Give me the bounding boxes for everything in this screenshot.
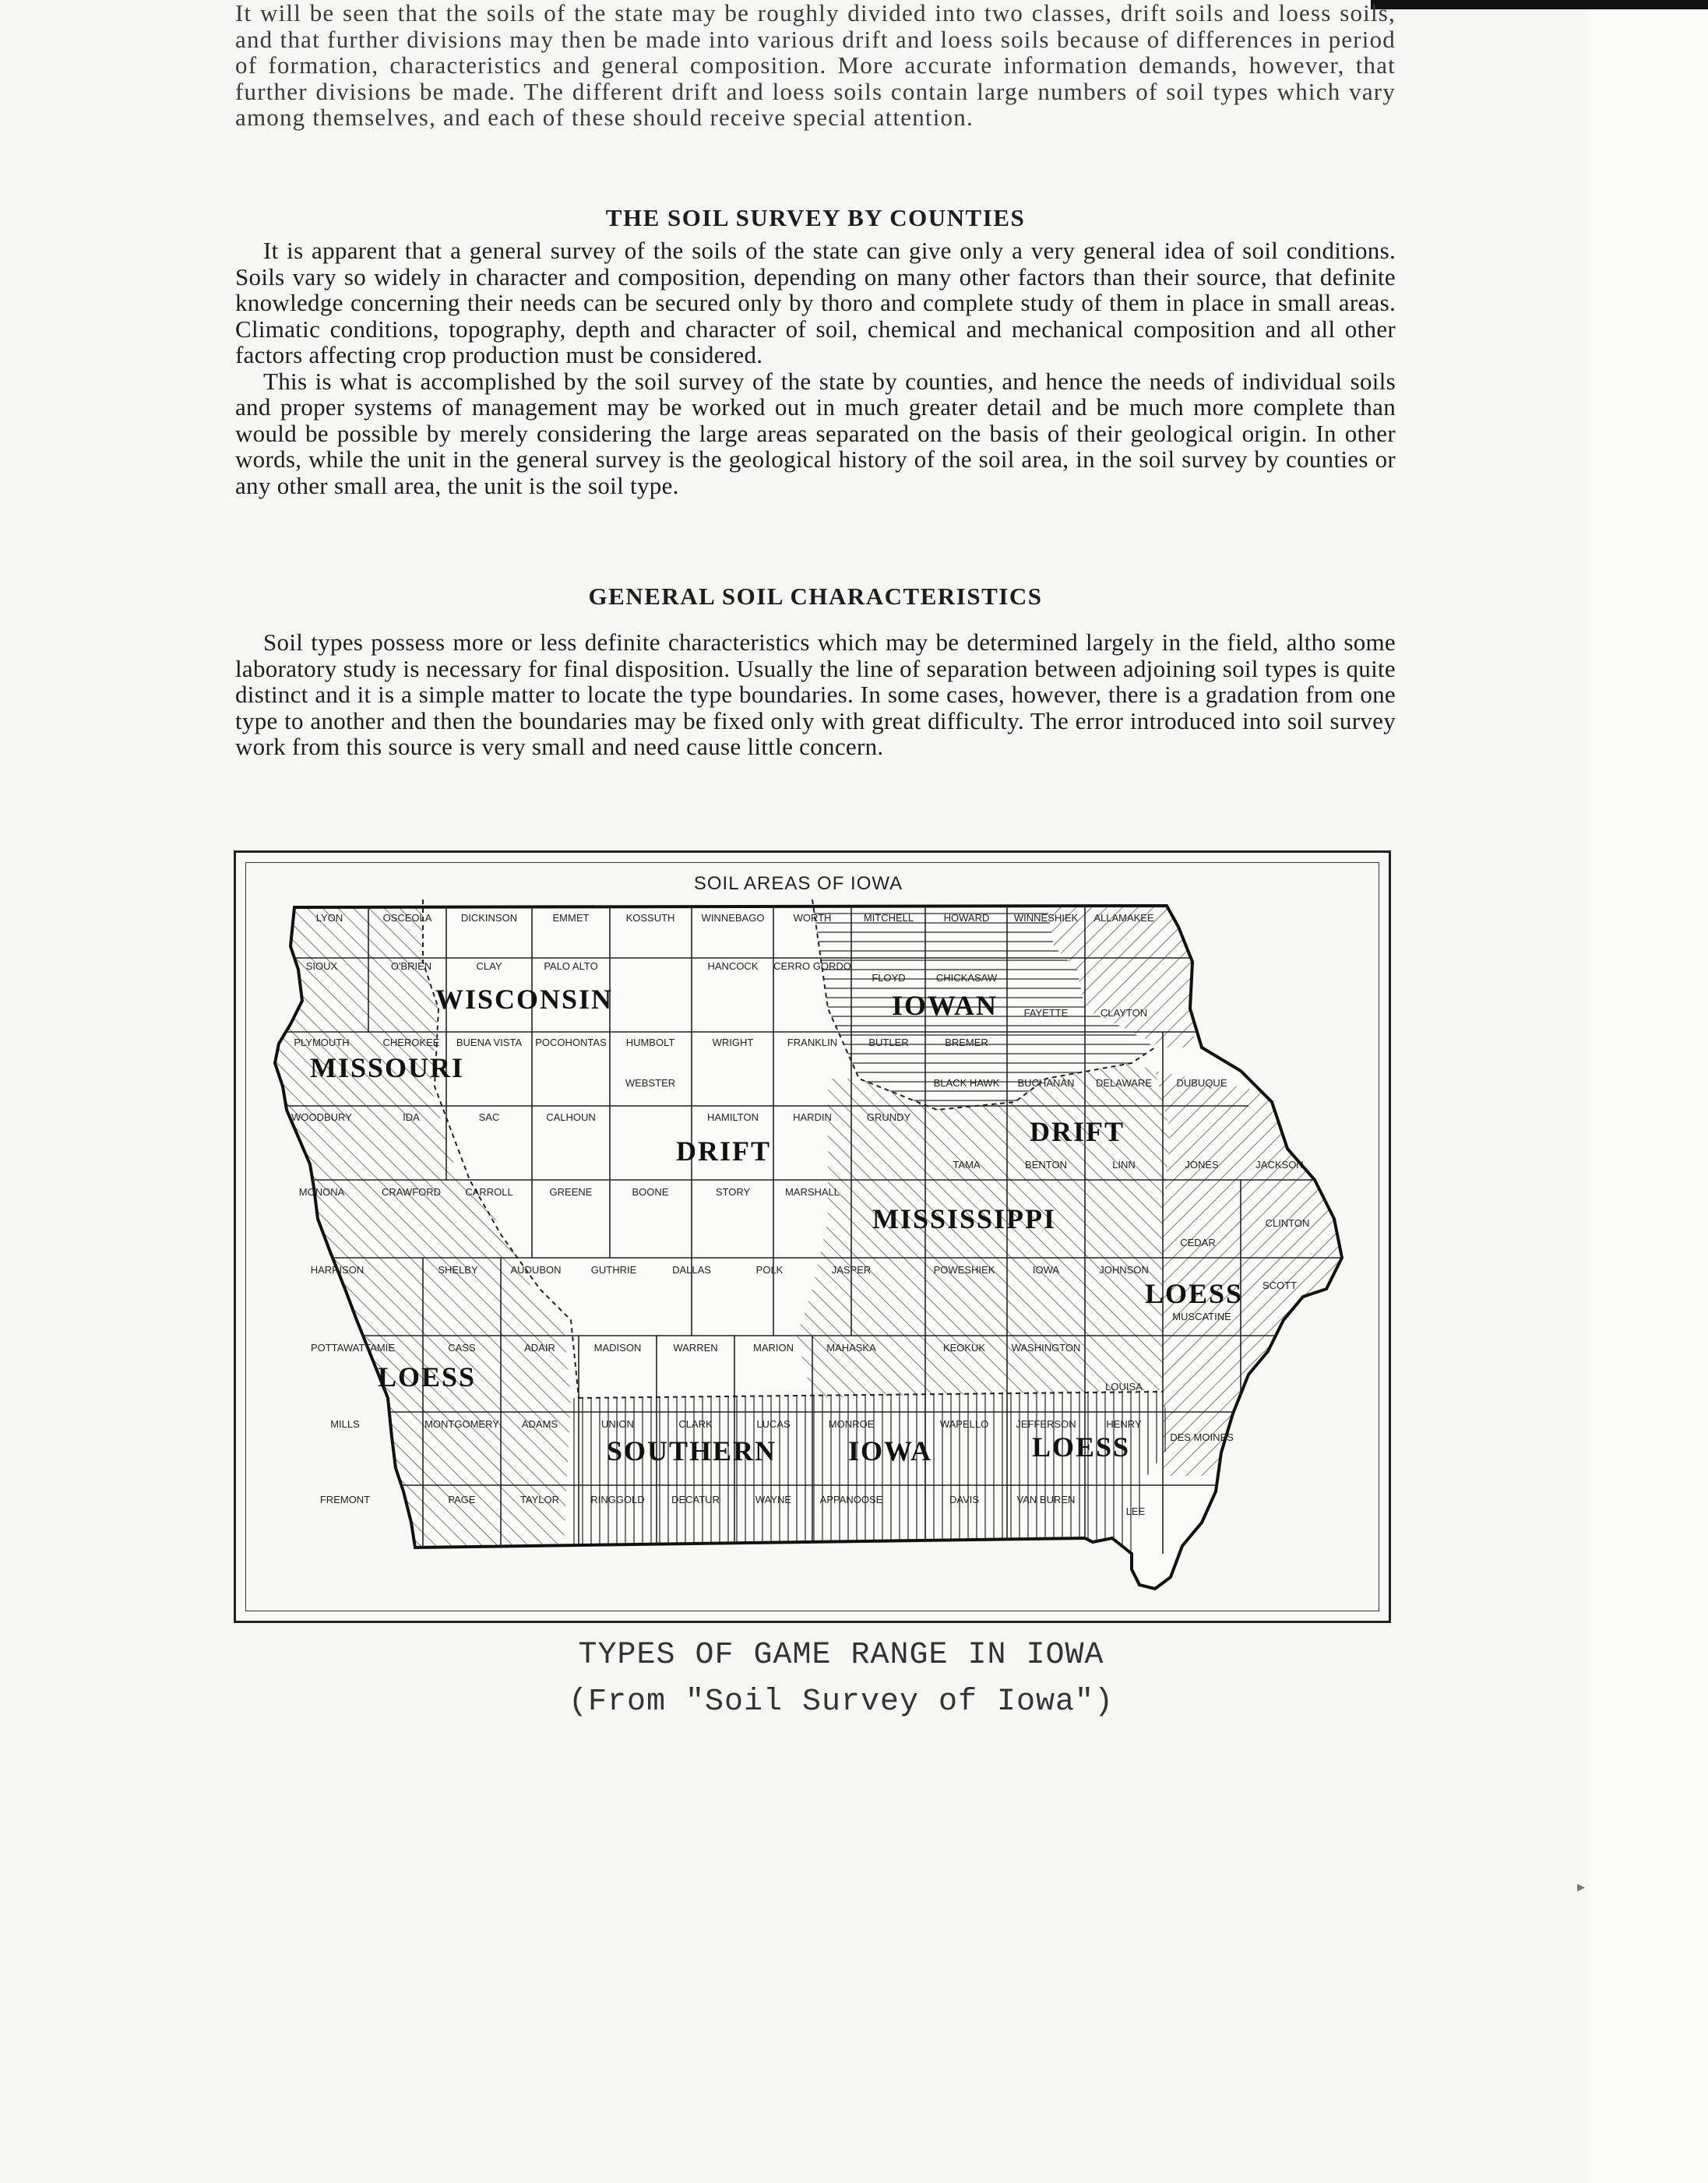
county-label: DUBUQUE [1176,1077,1227,1089]
county-label: LYON [315,912,343,924]
county-label: HARRISON [310,1264,364,1276]
county-label: CLINTON [1265,1217,1310,1229]
county-label: LINN [1112,1159,1136,1171]
county-label: FLOYD [872,972,906,984]
county-label: SIOUX [305,960,338,972]
county-label: PALO ALTO [544,960,598,972]
county-label: JASPER [831,1264,872,1276]
county-label: BENTON [1025,1159,1067,1171]
county-label: JOHNSON [1099,1264,1149,1276]
county-label: MARSHALL [784,1186,840,1198]
survey-section [235,238,1396,498]
region-label: SOUTHERN [606,1435,777,1466]
county-label: BOONE [632,1186,669,1198]
county-label: OSCEOLA [382,912,432,924]
county-label: PAGE [448,1494,476,1505]
scan-edge-bar [1371,0,1708,9]
county-label: CALHOUN [546,1111,596,1123]
county-label: MONONA [298,1186,345,1198]
county-label: WEBSTER [625,1077,676,1089]
county-label: SAC [478,1111,500,1123]
region-label: IOWAN [891,990,998,1021]
county-label: LOUISA [1105,1381,1143,1393]
county-label: WAYNE [755,1494,792,1505]
county-label: ADAIR [524,1342,555,1354]
county-label: APPANOOSE [819,1494,883,1505]
county-label: POCOHONTAS [535,1037,607,1048]
county-label: TAMA [953,1159,981,1171]
county-label: WINNEBAGO [701,912,765,924]
county-label: VAN BUREN [1016,1494,1076,1505]
county-label: DES MOINES [1170,1431,1234,1443]
county-label: BUENA VISTA [456,1037,523,1048]
county-label: PLYMOUTH [294,1037,350,1048]
region-label: MISSOURI [310,1052,465,1083]
paragraph-survey-1: It is apparent that a general survey of the soils of the state can give only a very general idea of soil conditions. Soils vary so widely in character and composition, depending on many other factors than their source, that definite knowledge concerning their needs can be secured only by thoro and complete study of them in place in small areas. Climatic conditions, topography, depth and character of soil, chemical and mechanical composition and all other factors affecting crop production must be considered. [235,237,1396,368]
county-label: MUSCATINE [1172,1311,1231,1322]
county-label: GUTHRIE [590,1264,637,1276]
county-label: FRANKLIN [787,1037,838,1048]
county-label: WOODBURY [291,1111,352,1123]
county-label: JACKSON [1255,1159,1304,1171]
county-label: AUDUBON [510,1264,562,1276]
map-figure [234,850,1391,1623]
county-label: STORY [715,1186,751,1198]
county-label: HAMILTON [707,1111,759,1123]
county-label: CLAYTON [1100,1007,1148,1019]
county-label: O'BRIEN [390,960,432,972]
county-label: IOWA [1032,1264,1060,1276]
region-label: IOWA [847,1435,933,1466]
paragraph-intro: It will be seen that the soils of the state may be roughly divided into two classes, drift soils and loess soils, and that further divisions may then be made into various drift and loess soils because of differences in period of formation, characteristics and general composition. More accurate information demands, however, that further divisions be made. The different drift and loess soils contain large numbers of soil types which vary among themselves, and each of these should receive special attention. [235,0,1396,131]
county-label: LUCAS [756,1418,791,1430]
county-label: WAPELLO [939,1418,989,1430]
county-label: MITCHELL [863,912,914,924]
county-label: WARREN [673,1342,718,1354]
region-label: DRIFT [675,1136,772,1167]
heading-general-soil-characteristics: GENERAL SOIL CHARACTERISTICS [588,583,1043,610]
county-label: KEOKUK [942,1342,986,1354]
county-label: ALLAMAKEE [1093,912,1154,924]
county-label: CHICKASAW [935,972,998,984]
county-label: CLARK [678,1418,713,1430]
county-label: HANCOCK [707,960,759,972]
caption-title: TYPES OF GAME RANGE IN IOWA [578,1638,1104,1673]
region-label: LOESS [1144,1278,1244,1309]
county-label: LEE [1125,1505,1146,1517]
county-label: HOWARD [943,912,990,924]
heading-soil-survey-by-counties: THE SOIL SURVEY BY COUNTIES [605,204,1026,231]
county-label: TAYLOR [519,1494,560,1505]
county-label: MONTGOMERY [424,1418,499,1430]
county-label: MONROE [828,1418,875,1430]
county-label: JEFFERSON [1016,1418,1076,1430]
county-label: DICKINSON [460,912,518,924]
county-label: POWESHIEK [933,1264,995,1276]
county-label: HENRY [1106,1418,1142,1430]
county-label: CLAY [476,960,502,972]
county-label: BUCHANAN [1017,1077,1075,1089]
county-label: WASHINGTON [1011,1342,1081,1354]
county-label: DELAWARE [1096,1077,1152,1089]
county-label: DAVIS [949,1494,980,1505]
county-label: SHELBY [438,1264,478,1276]
county-label: POLK [755,1264,784,1276]
margin-mark-icon: ▸ [1577,1878,1586,1896]
page-edge-band [1589,0,1708,2183]
county-label: UNION [601,1418,634,1430]
county-label: MADISON [593,1342,642,1354]
county-label: WORTH [793,912,832,924]
county-label: DECATUR [671,1494,720,1505]
region-label: DRIFT [1029,1116,1125,1147]
county-label: WRIGHT [712,1037,754,1048]
county-label: CARROLL [465,1186,513,1198]
county-label: RINGGOLD [590,1494,645,1505]
soil-areas-map [236,853,1389,1621]
caption-source: (From "Soil Survey of Iowa") [568,1685,1115,1720]
region-label: LOESS [377,1361,477,1393]
region-label: MISSISSIPPI [872,1203,1057,1234]
county-label: BREMER [945,1037,988,1048]
county-label: DALLAS [672,1264,711,1276]
county-label: WINNESHIEK [1013,912,1079,924]
characteristics-section [235,629,1396,760]
county-label: SCOTT [1262,1280,1298,1291]
intro-section [235,0,1396,131]
county-label: CEDAR [1180,1237,1216,1248]
county-label: GRUNDY [866,1111,911,1123]
county-label: GREENE [549,1186,593,1198]
county-label: MARION [753,1342,794,1354]
county-label: IDA [403,1111,420,1123]
county-label: KOSSUTH [625,912,675,924]
map-title: SOIL AREAS OF IOWA [693,873,903,894]
county-label: MILLS [330,1418,360,1430]
county-label: POTTAWATTAMIE [310,1342,396,1354]
county-label: ADAMS [521,1418,558,1430]
region-label: LOESS [1031,1431,1131,1463]
region-label: WISCONSIN [435,984,614,1015]
county-label: JONES [1185,1159,1219,1171]
county-label: EMMET [552,912,590,924]
county-label: BLACK HAWK [933,1077,1000,1089]
paragraph-characteristics: Soil types possess more or less definite characteristics which may be determined largely in the field, altho some laboratory study is necessary for final disposition. Usually the line of separation between adjoining soil types is quite distinct and it is a simple matter to locate the type boundaries. In some cases, however, there is a gradation from one type to another and then the boundaries may be fixed only with great difficulty. The error introduced into soil survey work from this source is very small and need cause little concern. [235,628,1396,760]
county-label: BUTLER [868,1037,909,1048]
county-label: MAHASKA [826,1342,876,1354]
county-label: CERRO GORDO [773,960,851,972]
paragraph-survey-2: This is what is accomplished by the soil survey of the state by counties, and hence the needs of individual soils and proper systems of management may be worked out in much greater detail and be much more complete than would be possible by merely considering the large areas separated on the basis of their geological origin. In other words, while the unit in the general survey is the geological history of the soil area, in the soil survey by counties or any other small area, the unit is the soil type. [235,367,1396,499]
county-label: CHEROKEE [382,1037,440,1048]
county-label: FAYETTE [1023,1007,1069,1019]
county-label: HUMBOLT [625,1037,675,1048]
county-label: FREMONT [319,1494,371,1505]
county-label: CASS [448,1342,476,1354]
county-label: CRAWFORD [381,1186,442,1198]
county-label: HARDIN [793,1111,832,1123]
